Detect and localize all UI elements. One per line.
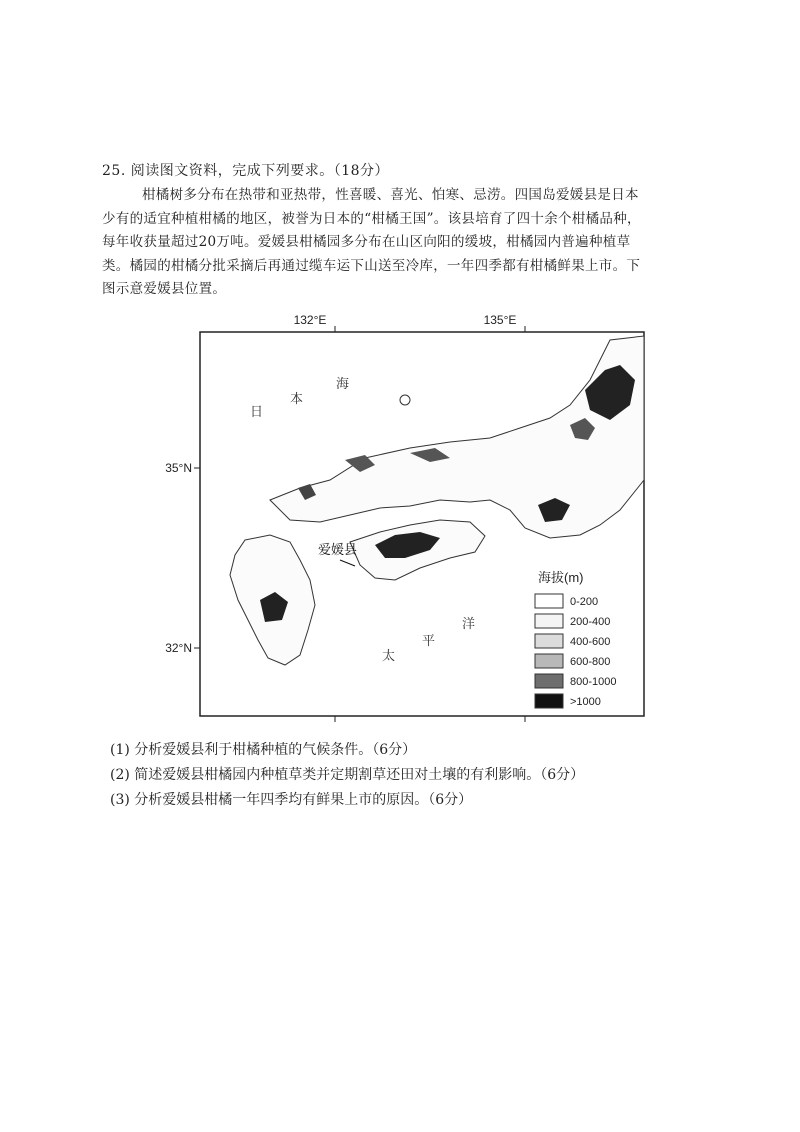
passage-line: 少有的适宜种植柑橘的地区，被誉为日本的“柑橘王国”。该县培育了四十余个柑橘品种， [102, 210, 641, 227]
legend-item [535, 614, 610, 628]
svg-text:本: 本 [290, 392, 304, 407]
svg-text:日: 日 [250, 405, 264, 420]
svg-text:400-600: 400-600 [570, 636, 611, 648]
map-figure [150, 310, 650, 730]
legend-item [535, 674, 617, 688]
svg-text:洋: 洋 [462, 617, 476, 632]
sub-question: (3) 分析爱媛县柑橘一年四季均有鲜果上市的原因。（6分） [110, 792, 473, 808]
passage-line: 类。橘园的柑橘分批采摘后再通过缆车运下山送至冷库，一年四季都有柑橘鲜果上市。下 [102, 257, 641, 274]
legend-item [535, 654, 610, 668]
sub-question: (1) 分析爱媛县利于柑橘种植的气候条件。（6分） [110, 742, 417, 758]
svg-text:0-200: 0-200 [570, 596, 599, 608]
legend-title: 海拔(m) [538, 570, 584, 585]
svg-text:800-1000: 800-1000 [570, 676, 617, 688]
svg-text:海: 海 [336, 377, 350, 392]
passage-line: 柑橘树多分布在热带和亚热带，性喜暖、喜光、怕寒、忌涝。四国岛爱媛县是日本 [142, 187, 639, 203]
lon-label-135: 135°E [483, 313, 517, 327]
svg-text:平: 平 [422, 634, 436, 649]
svg-text:200-400: 200-400 [570, 616, 611, 628]
svg-text:太: 太 [382, 649, 396, 664]
sub-question: (2) 简述爱媛县柑橘园内种植草类并定期割草还田对土壤的有利影响。（6分） [110, 767, 585, 783]
ehime-label: 爱媛县 [318, 543, 358, 558]
lon-label-132: 132°E [293, 313, 327, 327]
passage-line: 图示意爱媛县位置。 [102, 281, 227, 297]
svg-text:600-800: 600-800 [570, 656, 611, 668]
legend-item [535, 634, 610, 648]
island [400, 395, 410, 405]
lat-label-32: 32°N [165, 641, 192, 655]
svg-text:>1000: >1000 [570, 696, 601, 708]
question-header: 25. 阅读图文资料，完成下列要求。（18分） [102, 163, 390, 179]
sub-questions [110, 738, 710, 813]
lat-label-35: 35°N [165, 461, 192, 475]
passage-line: 每年收获量超过20万吨。爱媛县柑橘园多分布在山区向阳的缓坡，柑橘园内普遍种植草 [102, 234, 631, 250]
passage [102, 184, 694, 302]
